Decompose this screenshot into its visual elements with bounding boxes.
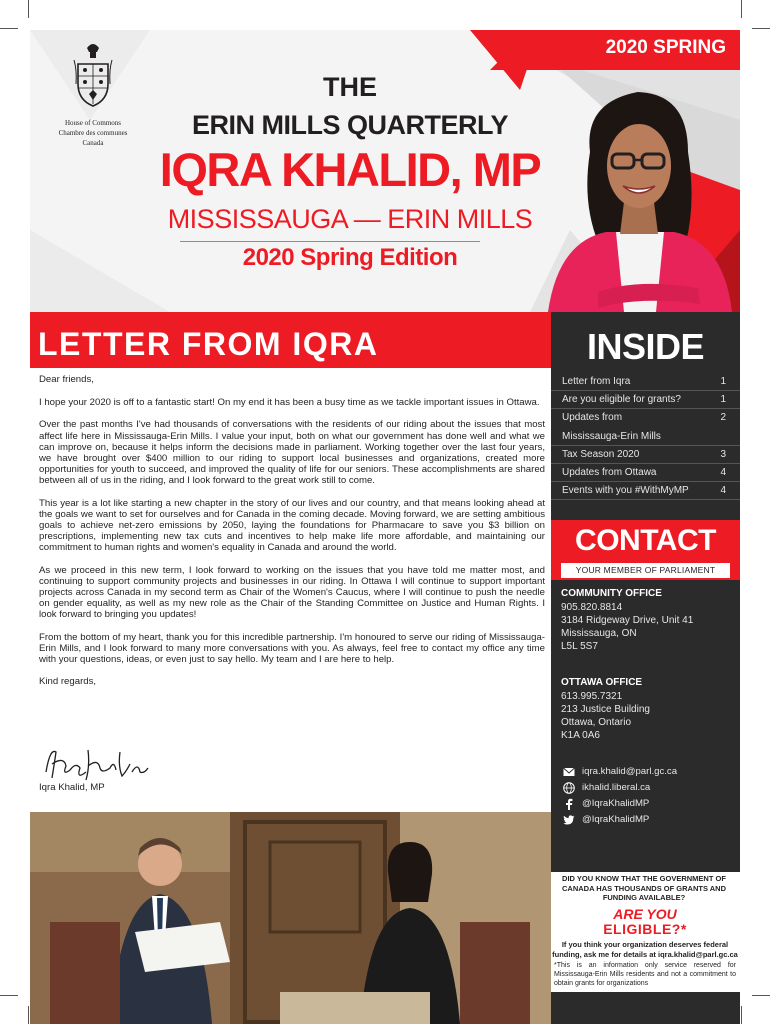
office-address: 3184 Ridgeway Drive, Unit 41 [561, 615, 694, 626]
table-of-contents [551, 373, 740, 500]
twitter-link[interactable] [551, 812, 740, 828]
ottawa-office [561, 676, 736, 742]
crop-mark [0, 28, 18, 29]
contact-title: CONTACT [575, 524, 716, 557]
office-city: Ottawa, Ontario [561, 717, 632, 728]
toc-item[interactable] [551, 391, 740, 409]
website-link[interactable] [551, 780, 740, 796]
office-address: 213 Justice Building [561, 704, 650, 715]
toc-label: Updates from [562, 412, 623, 424]
letter-paragraph: This year is a lot like starting a new chapter in the story of our lives and our country, and that means looking ahead at the goals we want to set for ourselves and for Canada in the coming decade. Moving forward, we are setting ambitious goals to achieve net-zero emissions by 2050, laying the foundations for Pharmacare to save you $3 billion on prescriptions, implementing new tax cuts and incentives to help make life more affordable, and maintaining our commitment to human rights and women's equality in Canada and around the world. [39, 497, 545, 554]
edition-label: 2020 Spring Edition [242, 244, 458, 271]
toc-label: Mississauga-Erin Mills [562, 430, 661, 442]
office-postal: L5L 5S7 [561, 641, 598, 652]
eligibility-tip: If you think your organization deserves federal funding, ask me for details at iqra.khalid@parl.gc.ca [552, 940, 738, 959]
letter-closing: Kind regards, [39, 676, 97, 688]
crop-mark [0, 995, 18, 996]
toc-item[interactable] [551, 482, 740, 500]
letter-salutation: Dear friends, [39, 374, 94, 385]
office-title: OTTAWA OFFICE [561, 677, 643, 688]
toc-item[interactable] [551, 464, 740, 482]
letter-paragraph: I hope your 2020 is off to a fantastic start! On my end it has been a busy time as we tackle important issues in Ottawa. [39, 397, 540, 409]
crest-label-1: House of Commons [65, 119, 121, 127]
email-icon [563, 766, 575, 778]
toc-item[interactable] [551, 446, 740, 464]
eligibility-are-you: ARE YOU [613, 906, 677, 922]
letter-section [30, 312, 551, 812]
eligibility-note: *This is an information only service reserved for Mississauga-Erin Mills residents and not a commitment to obtain grants for organizations [554, 962, 736, 987]
email-text: iqra.khalid@parl.gc.ca [582, 766, 678, 777]
season-label: 2020 SPRING [605, 37, 726, 58]
contact-links [551, 764, 740, 828]
toc-label: Are you eligible for grants? [562, 394, 681, 406]
crop-mark [741, 1006, 742, 1024]
grant-eligibility-box [550, 872, 740, 992]
masthead [30, 30, 740, 312]
riding-name: MISSISSAUGA — ERIN MILLS [167, 204, 533, 234]
website-text: ikhalid.liberal.ca [582, 782, 651, 793]
globe-icon [563, 782, 575, 794]
twitter-icon [563, 814, 575, 826]
toc-item[interactable] [551, 428, 740, 446]
toc-page: 4 [720, 485, 726, 497]
crop-mark [752, 28, 770, 29]
office-title: COMMUNITY OFFICE [561, 588, 662, 599]
newsletter-title: ERIN MILLS QUARTERLY [191, 110, 509, 140]
office-phone[interactable]: 613.995.7321 [561, 691, 623, 702]
toc-item[interactable] [551, 373, 740, 391]
crop-mark [28, 1006, 29, 1024]
twitter-text: @IqraKhalidMP [582, 814, 650, 825]
toc-label: Letter from Iqra [562, 376, 631, 387]
mp-name: IQRA KHALID, MP [159, 143, 541, 196]
toc-item[interactable] [551, 409, 740, 427]
eligibility-question: DID YOU KNOW THAT THE GOVERNMENT OF CANADA HAS THOUSANDS OF GRANTS AND FUNDING AVAILABLE? [561, 874, 727, 902]
handwritten-signature [40, 742, 150, 784]
facebook-text: @IqraKhalidMP [582, 798, 650, 809]
letter-body [39, 374, 545, 698]
email-link[interactable] [551, 764, 740, 780]
community-office [561, 587, 736, 653]
contact-subtitle-bar [561, 563, 730, 578]
letter-title: LETTER FROM IQRA [38, 326, 379, 362]
letter-paragraph: As we proceed in this new term, I look forward to working on the issues that you have told me matter most, and continuing to support community projects and businesses in our riding. In Ottawa I will continue to support important projects across Canada in my second term as Chair of the Women's Caucus, where I will continue to push the needle on gender equality, as well as my new role as the Chair of the Standing Committee on Justice and Human Rights. I look forward to bringing you updates! [39, 564, 545, 621]
toc-page: 3 [720, 448, 726, 460]
office-city: Mississauga, ON [561, 628, 637, 639]
letter-title-bar [30, 312, 551, 368]
crop-mark [752, 995, 770, 996]
crop-mark [741, 0, 742, 18]
signoff: Iqra Khalid, MP [39, 782, 105, 793]
toc-label: Tax Season 2020 [562, 448, 640, 460]
crest-label-2: Chambre des communes [58, 129, 128, 137]
letter-paragraph: From the bottom of my heart, thank you for this incredible partnership. I'm honoured to serve our riding of Mississauga-Erin Mills, and I look forward to many more conversations with you. As always, feel free to contact my office any time with your questions, ideas, or even just to say hello. My team and I are here to help. [39, 631, 545, 666]
eligibility-eligible: ELIGIBLE?* [603, 921, 687, 937]
toc-label: Updates from Ottawa [562, 466, 657, 478]
toc-label: Events with you #WithMyMP [562, 485, 689, 497]
contact-header [551, 520, 740, 580]
crest-label-3: Canada [82, 139, 104, 147]
contact-subtitle: YOUR MEMBER OF PARLIAMENT [575, 565, 716, 575]
toc-page: 4 [720, 466, 726, 478]
title-the: THE [323, 72, 377, 102]
facebook-link[interactable] [551, 796, 740, 812]
toc-page: 1 [720, 376, 726, 387]
letter-paragraph: Over the past months I've had thousands of conversations with the residents of our riding about the issues that most affect life here in Mississauga-Erin Mills. I value your input, both on what our government has done well and what we can improve on, because it helps inform the decisions made in parliament. Working together over the last four years, we have brought over $400 million to our riding to support local businesses and organizations, created more opportunities for youth to succeed, and improved the quality of life for our seniors. These accomplishments are shared between all of us in the riding, and I look forward to the great work still to come. [39, 419, 545, 487]
inside-title: INSIDE [586, 326, 705, 367]
mp-portrait [528, 82, 740, 312]
meeting-photo [30, 812, 551, 1024]
title-divider [180, 241, 480, 242]
toc-page: 1 [720, 394, 726, 406]
crop-mark [28, 0, 29, 18]
office-postal: K1A 0A6 [561, 730, 600, 741]
toc-page: 2 [720, 412, 726, 424]
facebook-icon [563, 798, 575, 810]
office-phone[interactable]: 905.820.8814 [561, 602, 623, 613]
